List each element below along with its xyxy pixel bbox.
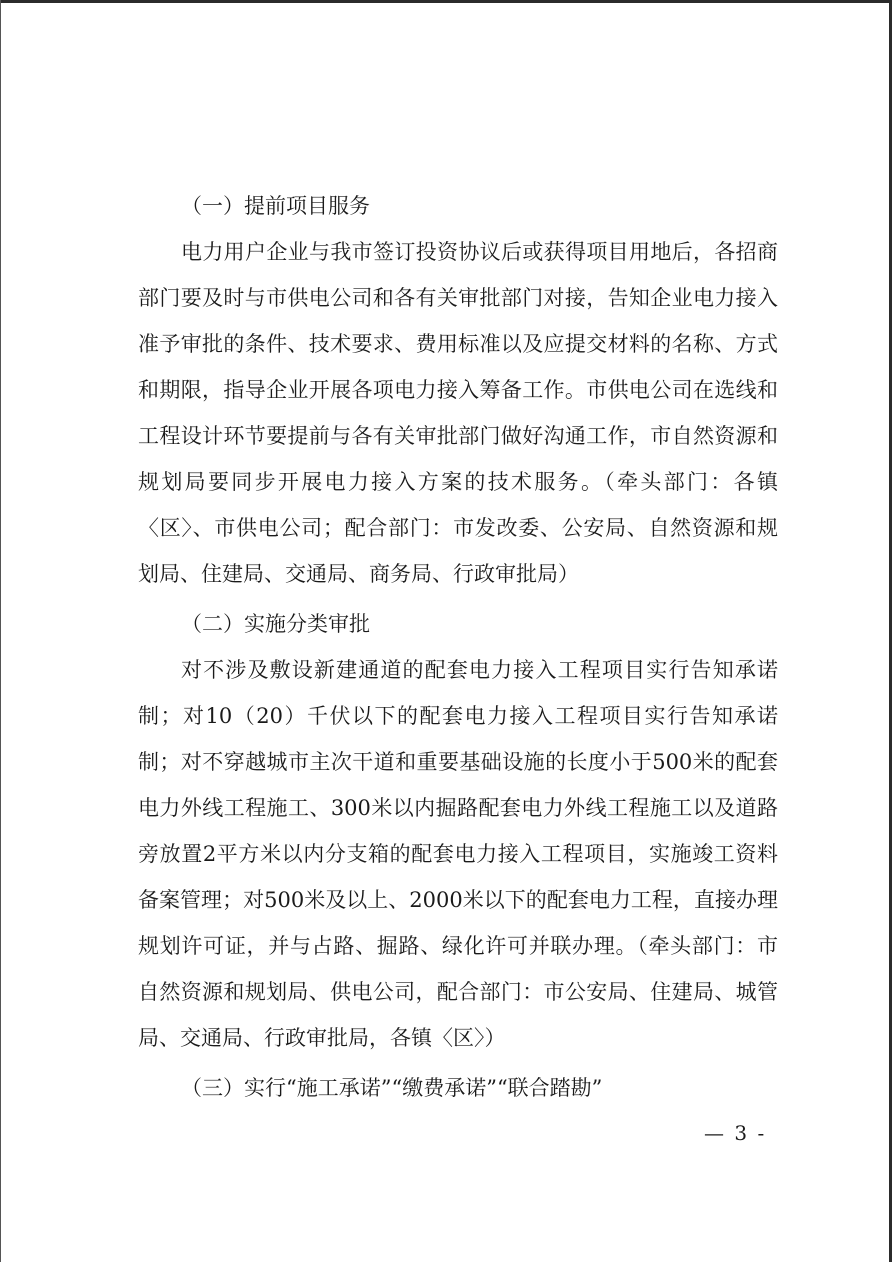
document-body [138, 183, 778, 1111]
section-paragraph-1: 电力用户企业与我市签订投资协议后或获得项目用地后，各招商部门要及时与市供电公司和各有关审批部门对接，告知企业电力接入准予审批的条件、技术要求、费用标准以及应提交材料的名称、方式和期限，指导企业开展各项电力接入筹备工作。市供电公司在选线和工程设计环节要提前与各有关审批部门做好沟通工作，市自然资源和规划局要同步开展电力接入方案的技术服务。（牵头部门：各镇〈区〉、市供电公司；配合部门：市发改委、公安局、自然资源和规划局、住建局、交通局、商务局、行政审批局） [138, 240, 778, 586]
page-top-edge [0, 0, 892, 3]
section-heading-1: （一）提前项目服务 [181, 194, 370, 218]
section-heading-2: （二）实施分类审批 [181, 612, 370, 636]
section-paragraph-2: 对不涉及敷设新建通道的配套电力接入工程项目实行告知承诺制；对10（20）千伏以下的配套电力接入工程项目实行告知承诺制；对不穿越城市主次干道和重要基础设施的长度小于500米的配套电力外线工程施工、300米以内掘路配套电力外线工程施工以及道路旁放置2平方米以内分支箱的配套电力接入工程项目，实施竣工资料备案管理；对500米及以上、2000米以下的配套电力工程，直接办理规划许可证，并与占路、掘路、绿化许可并联办理。（牵头部门：市自然资源和规划局、供电公司，配合部门：市公安局、住建局、城管局、交通局、行政审批局，各镇〈区〉） [138, 658, 778, 1050]
section-heading-3: （三）实行“施工承诺”“缴费承诺”“联合踏勘” [181, 1076, 603, 1100]
page-number: — 3 - [704, 1121, 767, 1145]
page-left-edge [0, 0, 1, 1262]
